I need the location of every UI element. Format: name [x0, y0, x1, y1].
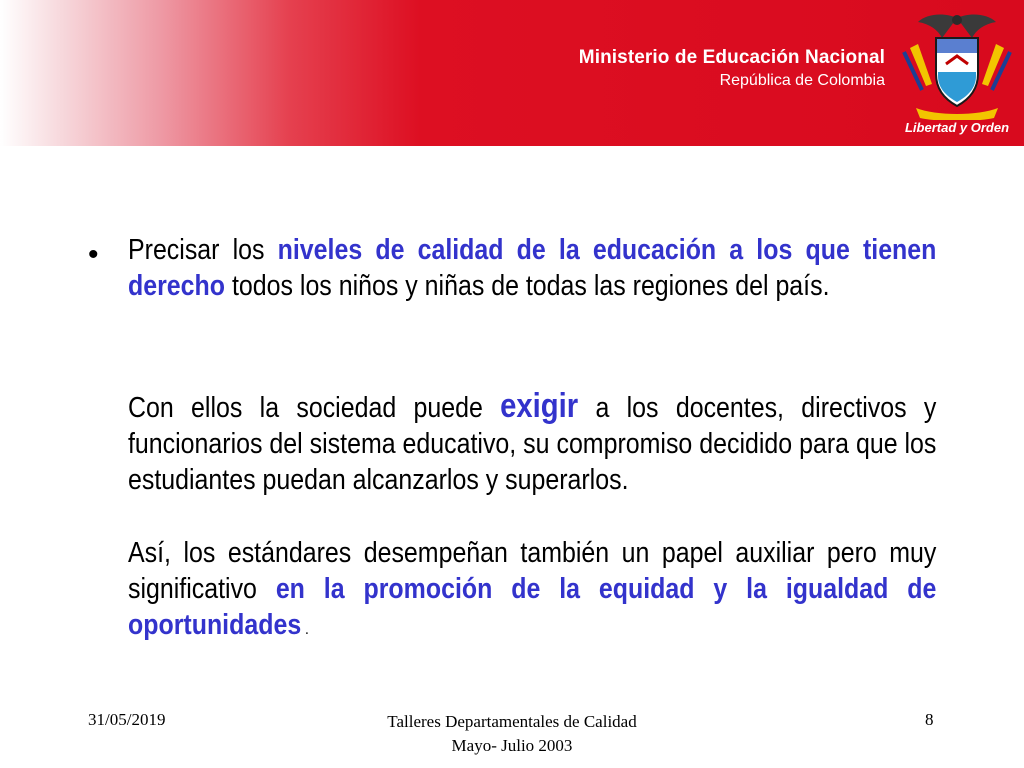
paragraph-niveles-calidad — [128, 232, 936, 304]
p1-text-end: todos los niños y niñas de todas las regiones del país. — [225, 270, 830, 302]
footer-title-line1: Talleres Departamentales de Calidad — [387, 712, 637, 731]
footer-date: 31/05/2019 — [88, 710, 166, 729]
p3-highlight: en la promoción de la equidad y la igualdad de oportunidades — [128, 573, 937, 641]
emblem-motto: Libertad y Orden — [904, 120, 1010, 135]
bullet-marker: • — [88, 238, 99, 271]
footer-title-line2: Mayo- Julio 2003 — [451, 736, 573, 755]
p2-highlight: exigir — [500, 387, 579, 425]
p3-text-end: . — [301, 621, 309, 638]
ministry-name: Ministerio de Educación Nacional — [578, 47, 885, 68]
p3-text-start: Así, los estándares desempeñan también un papel auxiliar pero muy significativo — [128, 537, 937, 605]
footer-title — [300, 710, 724, 758]
p1-text-start: Precisar los — [128, 234, 278, 266]
p2-text-start: Con ellos la sociedad puede — [128, 392, 501, 424]
paragraph-equidad — [128, 535, 936, 648]
p1-highlight: niveles de calidad de la educación a los que tienen derecho — [128, 234, 937, 302]
p2-text-end: a los docentes, directivos y funcionarios del sistema educativo, su compromiso decidido para que los estudiantes puedan alcanzarlos y superarlos. — [128, 392, 937, 496]
paragraph-exigir — [128, 388, 936, 498]
footer-page-number: 8 — [925, 710, 934, 729]
country-name: República de Colombia — [719, 72, 885, 89]
